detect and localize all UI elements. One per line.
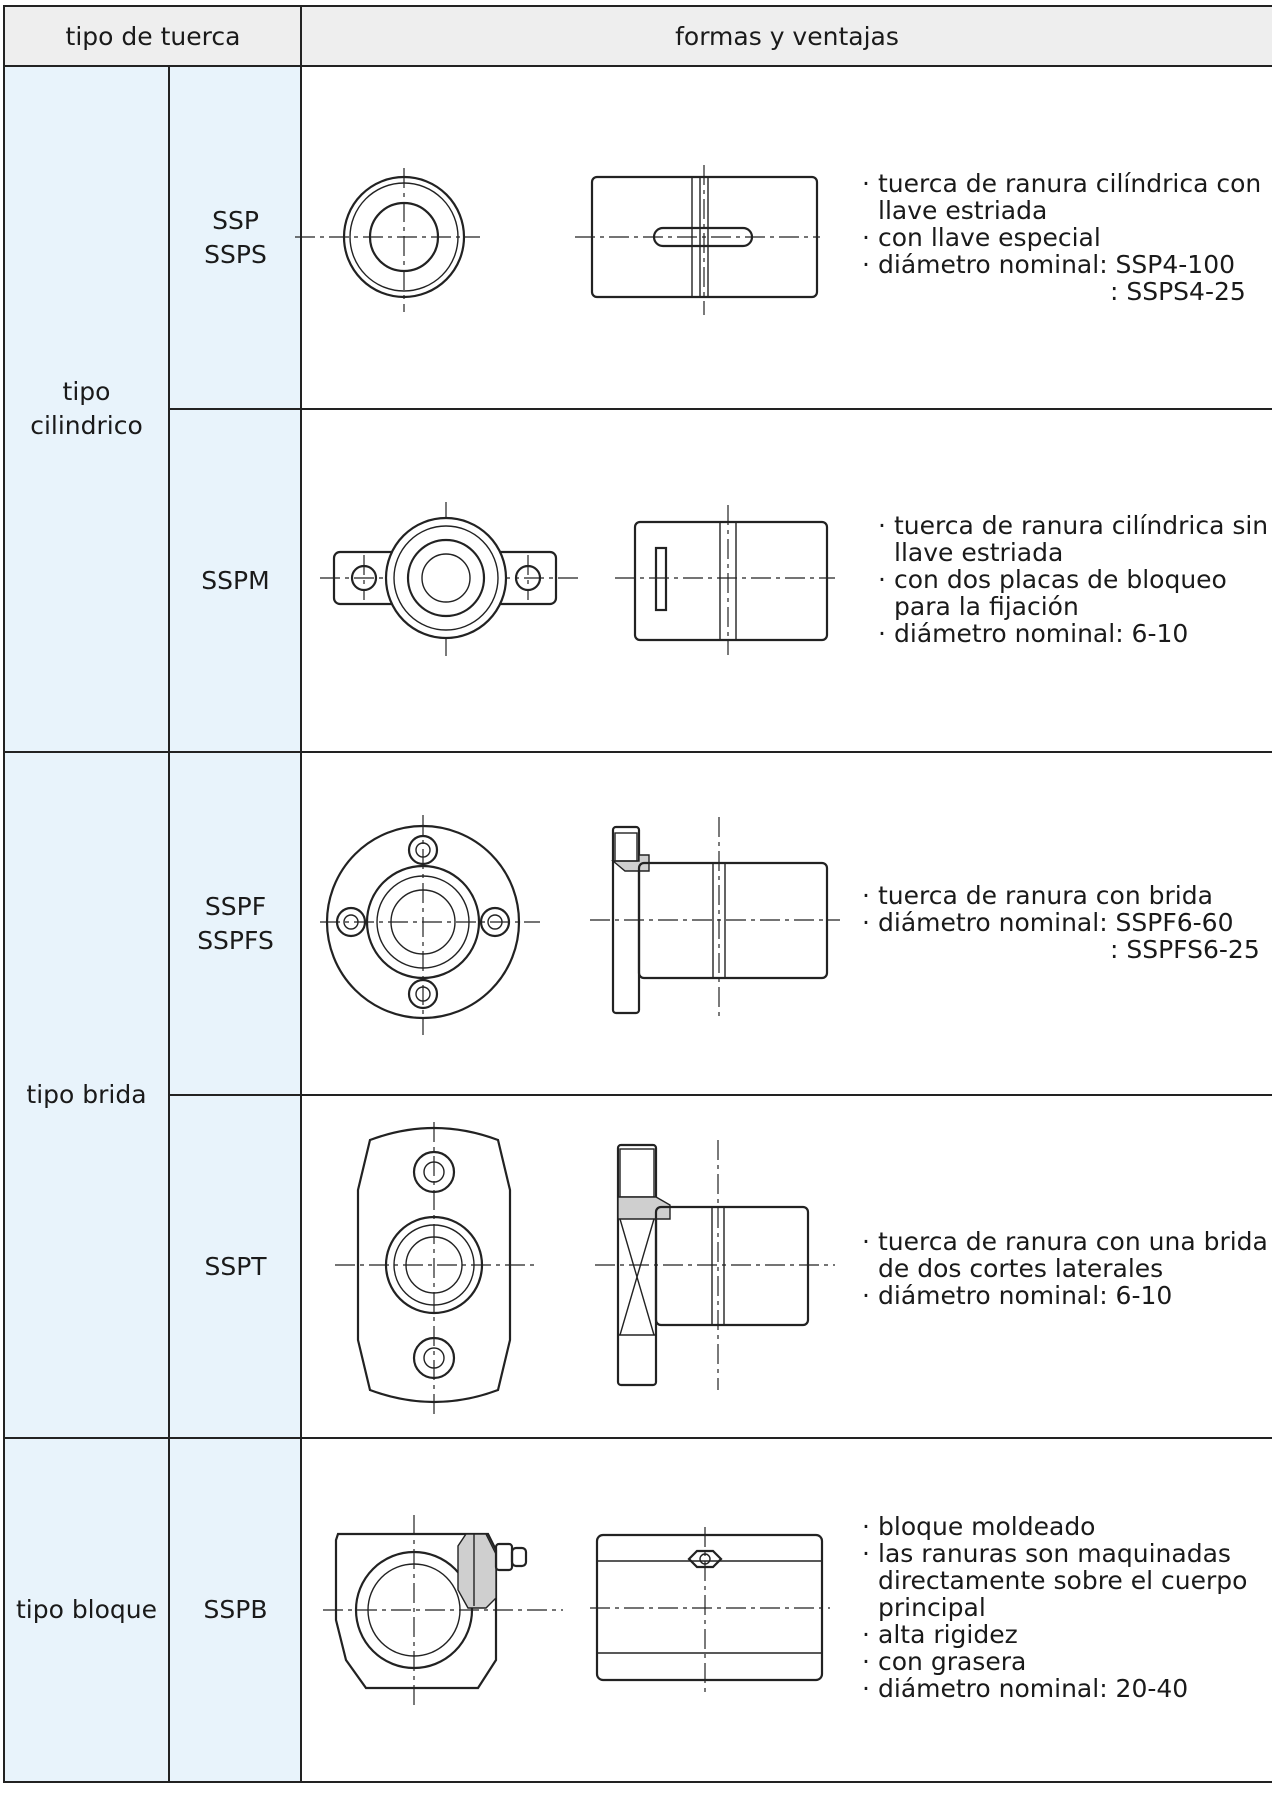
rule-header bbox=[4, 65, 1272, 67]
sspf-features: · tuerca de ranura con brida · diámetro nominal: SSPF6-60 : SSPFS6-25 bbox=[862, 882, 1260, 963]
header-shapes-advantages: formas y ventajas bbox=[302, 6, 1272, 66]
rule-group1 bbox=[4, 751, 1272, 753]
rule-group2 bbox=[4, 1437, 1272, 1439]
rule-row1 bbox=[169, 408, 1272, 410]
group-cylindrical: tipo cilindrico bbox=[4, 66, 169, 752]
sspt-side-view-icon bbox=[590, 1135, 840, 1395]
group-flange: tipo brida bbox=[4, 752, 169, 1438]
header-nut-type: tipo de tuerca bbox=[4, 6, 302, 66]
model-sspm: SSPM bbox=[169, 409, 302, 752]
model-sspb: SSPB bbox=[169, 1438, 302, 1782]
sspt-front-view-icon bbox=[330, 1120, 540, 1420]
sspb-front-view-icon bbox=[318, 1510, 568, 1710]
sspt-features: · tuerca de ranura con una brida de dos cortes laterales · diámetro nominal: 6-10 bbox=[862, 1228, 1268, 1309]
model-sspt: SSPT bbox=[169, 1095, 302, 1438]
group-block: tipo bloque bbox=[4, 1438, 169, 1782]
sspb-side-view-icon bbox=[585, 1525, 835, 1695]
rule-left bbox=[3, 5, 5, 1783]
sspf-front-view-icon bbox=[315, 810, 545, 1040]
rule-bottom bbox=[4, 1781, 1272, 1783]
ssp-front-view-icon bbox=[290, 160, 490, 320]
ssp-side-view-icon bbox=[570, 160, 830, 320]
rule-row3 bbox=[169, 1094, 1272, 1096]
rule-top bbox=[4, 5, 1272, 7]
sspm-side-view-icon bbox=[610, 500, 840, 660]
sspb-features: · bloque moldeado · las ranuras son maquinadas directamente sobre el cuerpo principal · alta rigidez · con grasera · diámetro nominal: 20-40 bbox=[862, 1513, 1247, 1702]
model-sspf: SSPF SSPFS bbox=[169, 752, 302, 1095]
sspf-side-view-icon bbox=[585, 815, 845, 1025]
rule-col1 bbox=[168, 65, 170, 1783]
model-ssp: SSP SSPS bbox=[169, 66, 302, 409]
ssp-features: · tuerca de ranura cilíndrica con llave estriada · con llave especial · diámetro nominal: SSP4-100 : SSPS4-25 bbox=[862, 170, 1261, 305]
sspm-features: · tuerca de ranura cilíndrica sin llave estriada · con dos placas de bloqueo para la fijación · diámetro nominal: 6-10 bbox=[878, 512, 1268, 647]
sspm-front-view-icon bbox=[320, 500, 580, 660]
